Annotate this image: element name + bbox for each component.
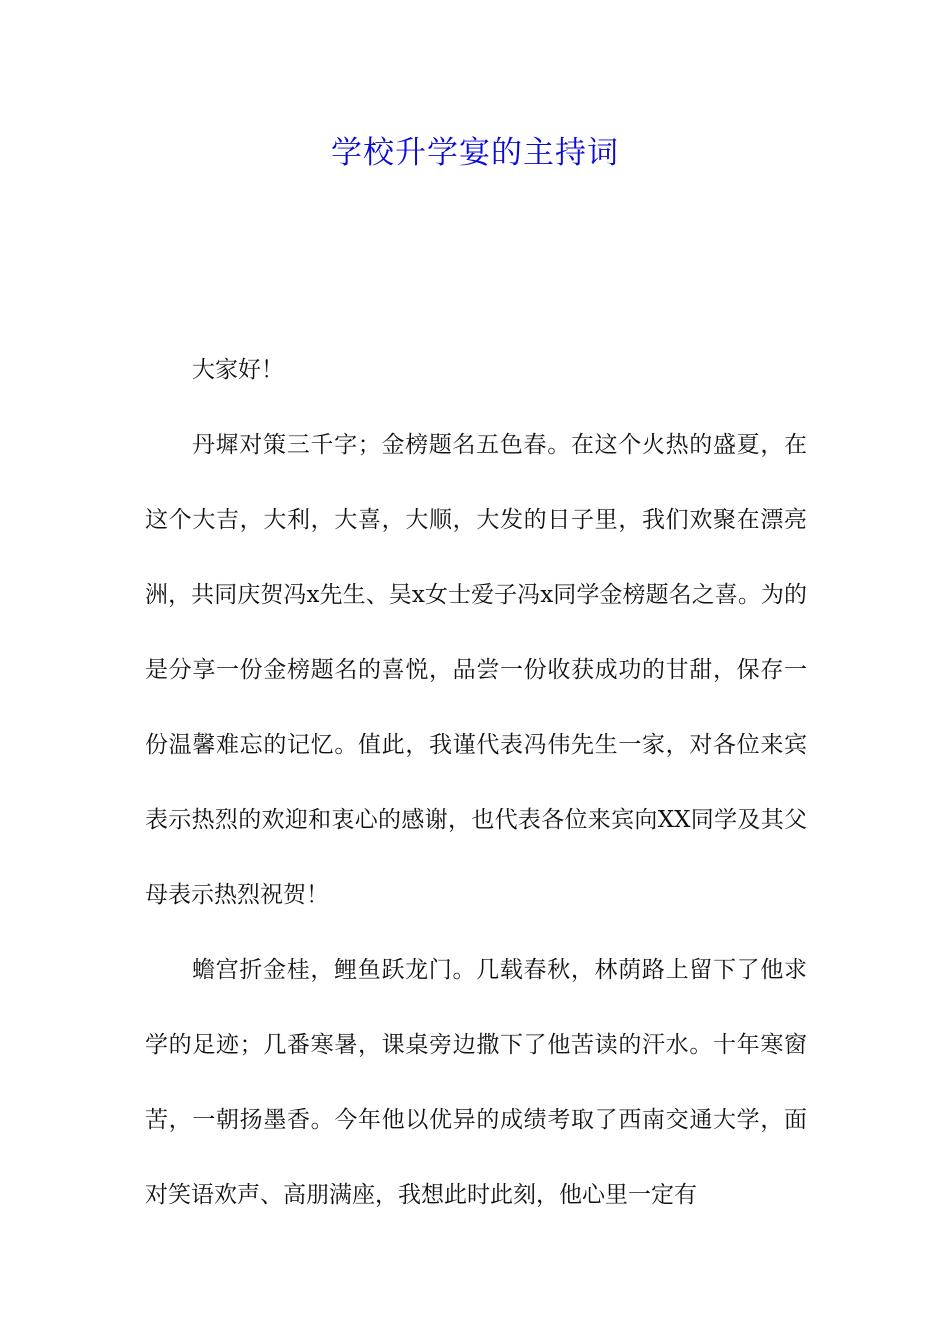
- paragraph-greeting: 大家好！: [192, 357, 284, 383]
- document-body: [145, 333, 807, 1233]
- document-title: 学校升学宴的主持词: [331, 135, 619, 171]
- paragraph-welcome: 丹墀对策三千字；金榜题名五色春。在这个火热的盛夏，在这个大吉，大利，大喜，大顺，大发的日子里，我们欢聚在漂亮洲，共同庆贺冯x先生、吴x女士爱子冯x同学金榜题名之喜。为的是分享一份金榜题名的喜悦，品尝一份收获成功的甘甜，保存一份温馨难忘的记忆。值此，我谨代表冯伟先生一家，对各位来宾表示热烈的欢迎和衷心的感谢，也代表各位来宾向XX同学及其父母表示热烈祝贺！: [145, 432, 807, 908]
- paragraph-achievement: 蟾宫折金桂，鲤鱼跃龙门。几载春秋，林荫路上留下了他求学的足迹；几番寒暑，课桌旁边撒下了他苦读的汗水。十年寒窗苦，一朝扬墨香。今年他以优异的成绩考取了西南交通大学，面对笑语欢声、高朋满座，我想此时此刻，他心里一定有: [145, 957, 807, 1208]
